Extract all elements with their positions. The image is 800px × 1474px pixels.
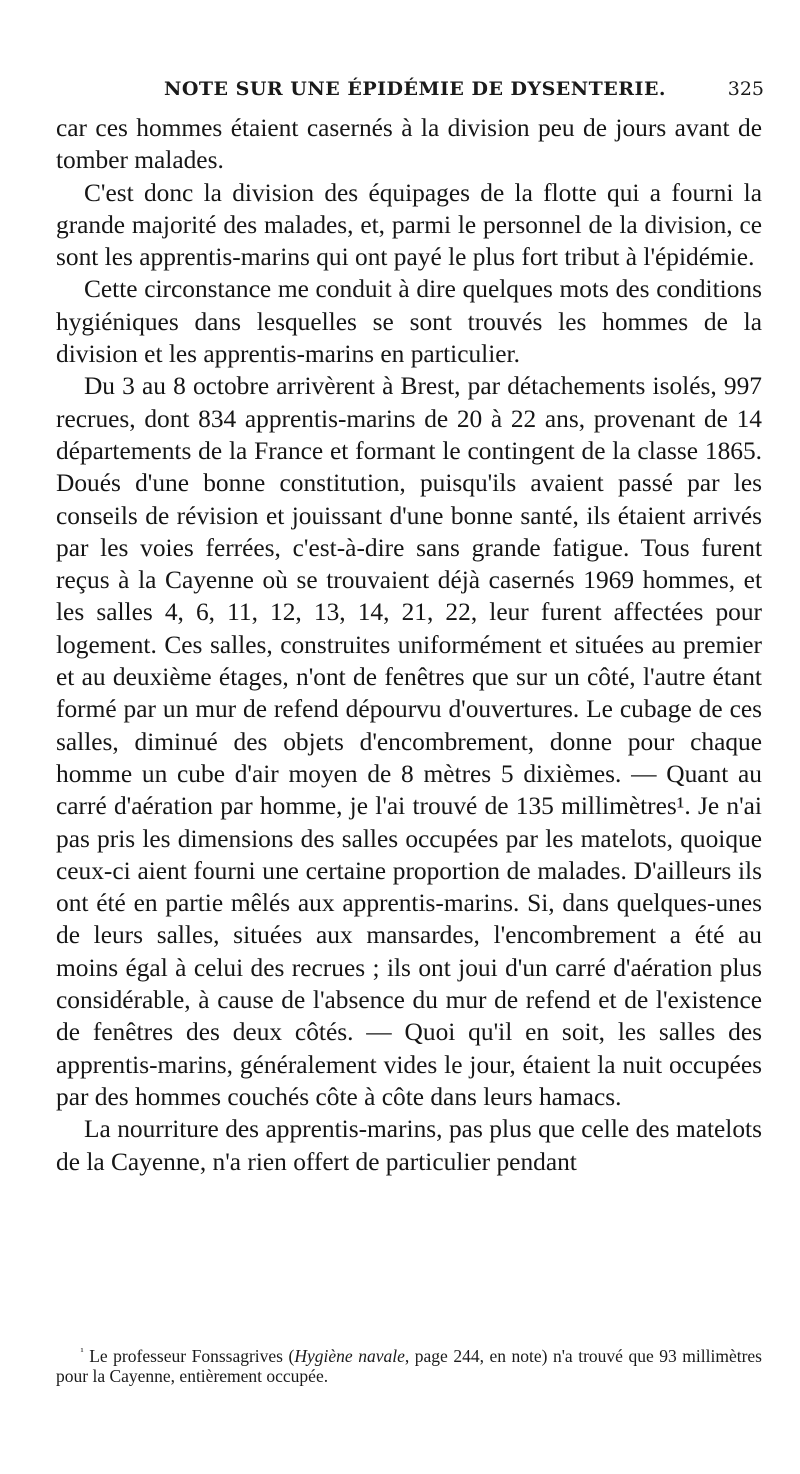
page-number: 325 bbox=[727, 78, 764, 100]
paragraph-2: C'est donc la division des équipages de la flotte qui a fourni la grande majorité des malades, et, parmi le personnel de la division, ce sont les apprentis-marins qui ont payé le plus fort tribut à l'épidémie. bbox=[56, 178, 762, 272]
paragraph-5: La nourriture des apprentis-marins, pas plus que celle des matelots de la Cayenne, n'a rien offert de particulier pendant bbox=[56, 1115, 762, 1176]
running-header bbox=[60, 76, 770, 106]
paragraph-1: car ces hommes étaient casernés à la division peu de jours avant de tomber malades. bbox=[56, 114, 762, 175]
main-text bbox=[56, 112, 762, 1178]
footnote-italic-title: Hygiène navale bbox=[294, 1346, 405, 1366]
footnote-text-before: Le professeur Fonssagrives ( bbox=[83, 1346, 295, 1366]
paragraph-3: Cette circonstance me conduit à dire quelques mots des conditions hygiéniques dans lesquelles se sont trouvés les hommes de la division et les apprentis-marins en particulier. bbox=[56, 275, 762, 369]
footnotes bbox=[56, 1346, 762, 1386]
footnote-marker: ¹ bbox=[80, 1347, 84, 1359]
footnote-text-after: , page 244, en note) n'a trouvé que 93 millimètres pour la Cayenne, entièrement occupée. bbox=[56, 1346, 762, 1386]
running-title: NOTE SUR UNE ÉPIDÉMIE DE DYSENTERIE. bbox=[163, 78, 667, 100]
paragraph-4: Du 3 au 8 octobre arrivèrent à Brest, par détachements isolés, 997 recrues, dont 834 apprentis-marins de 20 à 22 ans, provenant de 14 départements de la France et formant le contingent de la classe 1865. Doués d'une bonne constitution, puisqu'ils avaient passé par les conseils de révision et jouissant d'une bonne santé, ils étaient arrivés par les voies ferrées, c'est-à-dire sans grande fatigue. Tous furent reçus à la Cayenne où se trouvaient déjà casernés 1969 hommes, et les salles 4, 6, 11, 12, 13, 14, 21, 22, leur furent affectées pour logement. Ces salles, construites uniformément et situées au premier et au deuxième étages, n'ont de fenêtres que sur un côté, l'autre étant formé par un mur de refend dépourvu d'ouvertures. Le cubage de ces salles, diminué des objets d'encombrement, donne pour chaque homme un cube d'air moyen de 8 mètres 5 dixièmes. — Quant au carré d'aération par homme, je l'ai trouvé de 135 millimètres¹. Je n'ai pas pris les dimensions des salles occupées par les matelots, quoique ceux-ci aient fourni une certaine proportion de malades. D'ailleurs ils ont été en partie mêlés aux apprentis-marins. Si, dans quelques-unes de leurs salles, situées aux mansardes, l'encombrement a été au moins égal à celui des recrues ; ils ont joui d'un carré d'aération plus considérable, à cause de l'absence du mur de refend et de l'existence de fenêtres des deux côtés. — Quoi qu'il en soit, les salles des apprentis-marins, généralement vides le jour, étaient la nuit occupées par des hommes couchés côte à côte dans leurs hamacs. bbox=[56, 372, 762, 1111]
footnote-1 bbox=[56, 1346, 762, 1386]
